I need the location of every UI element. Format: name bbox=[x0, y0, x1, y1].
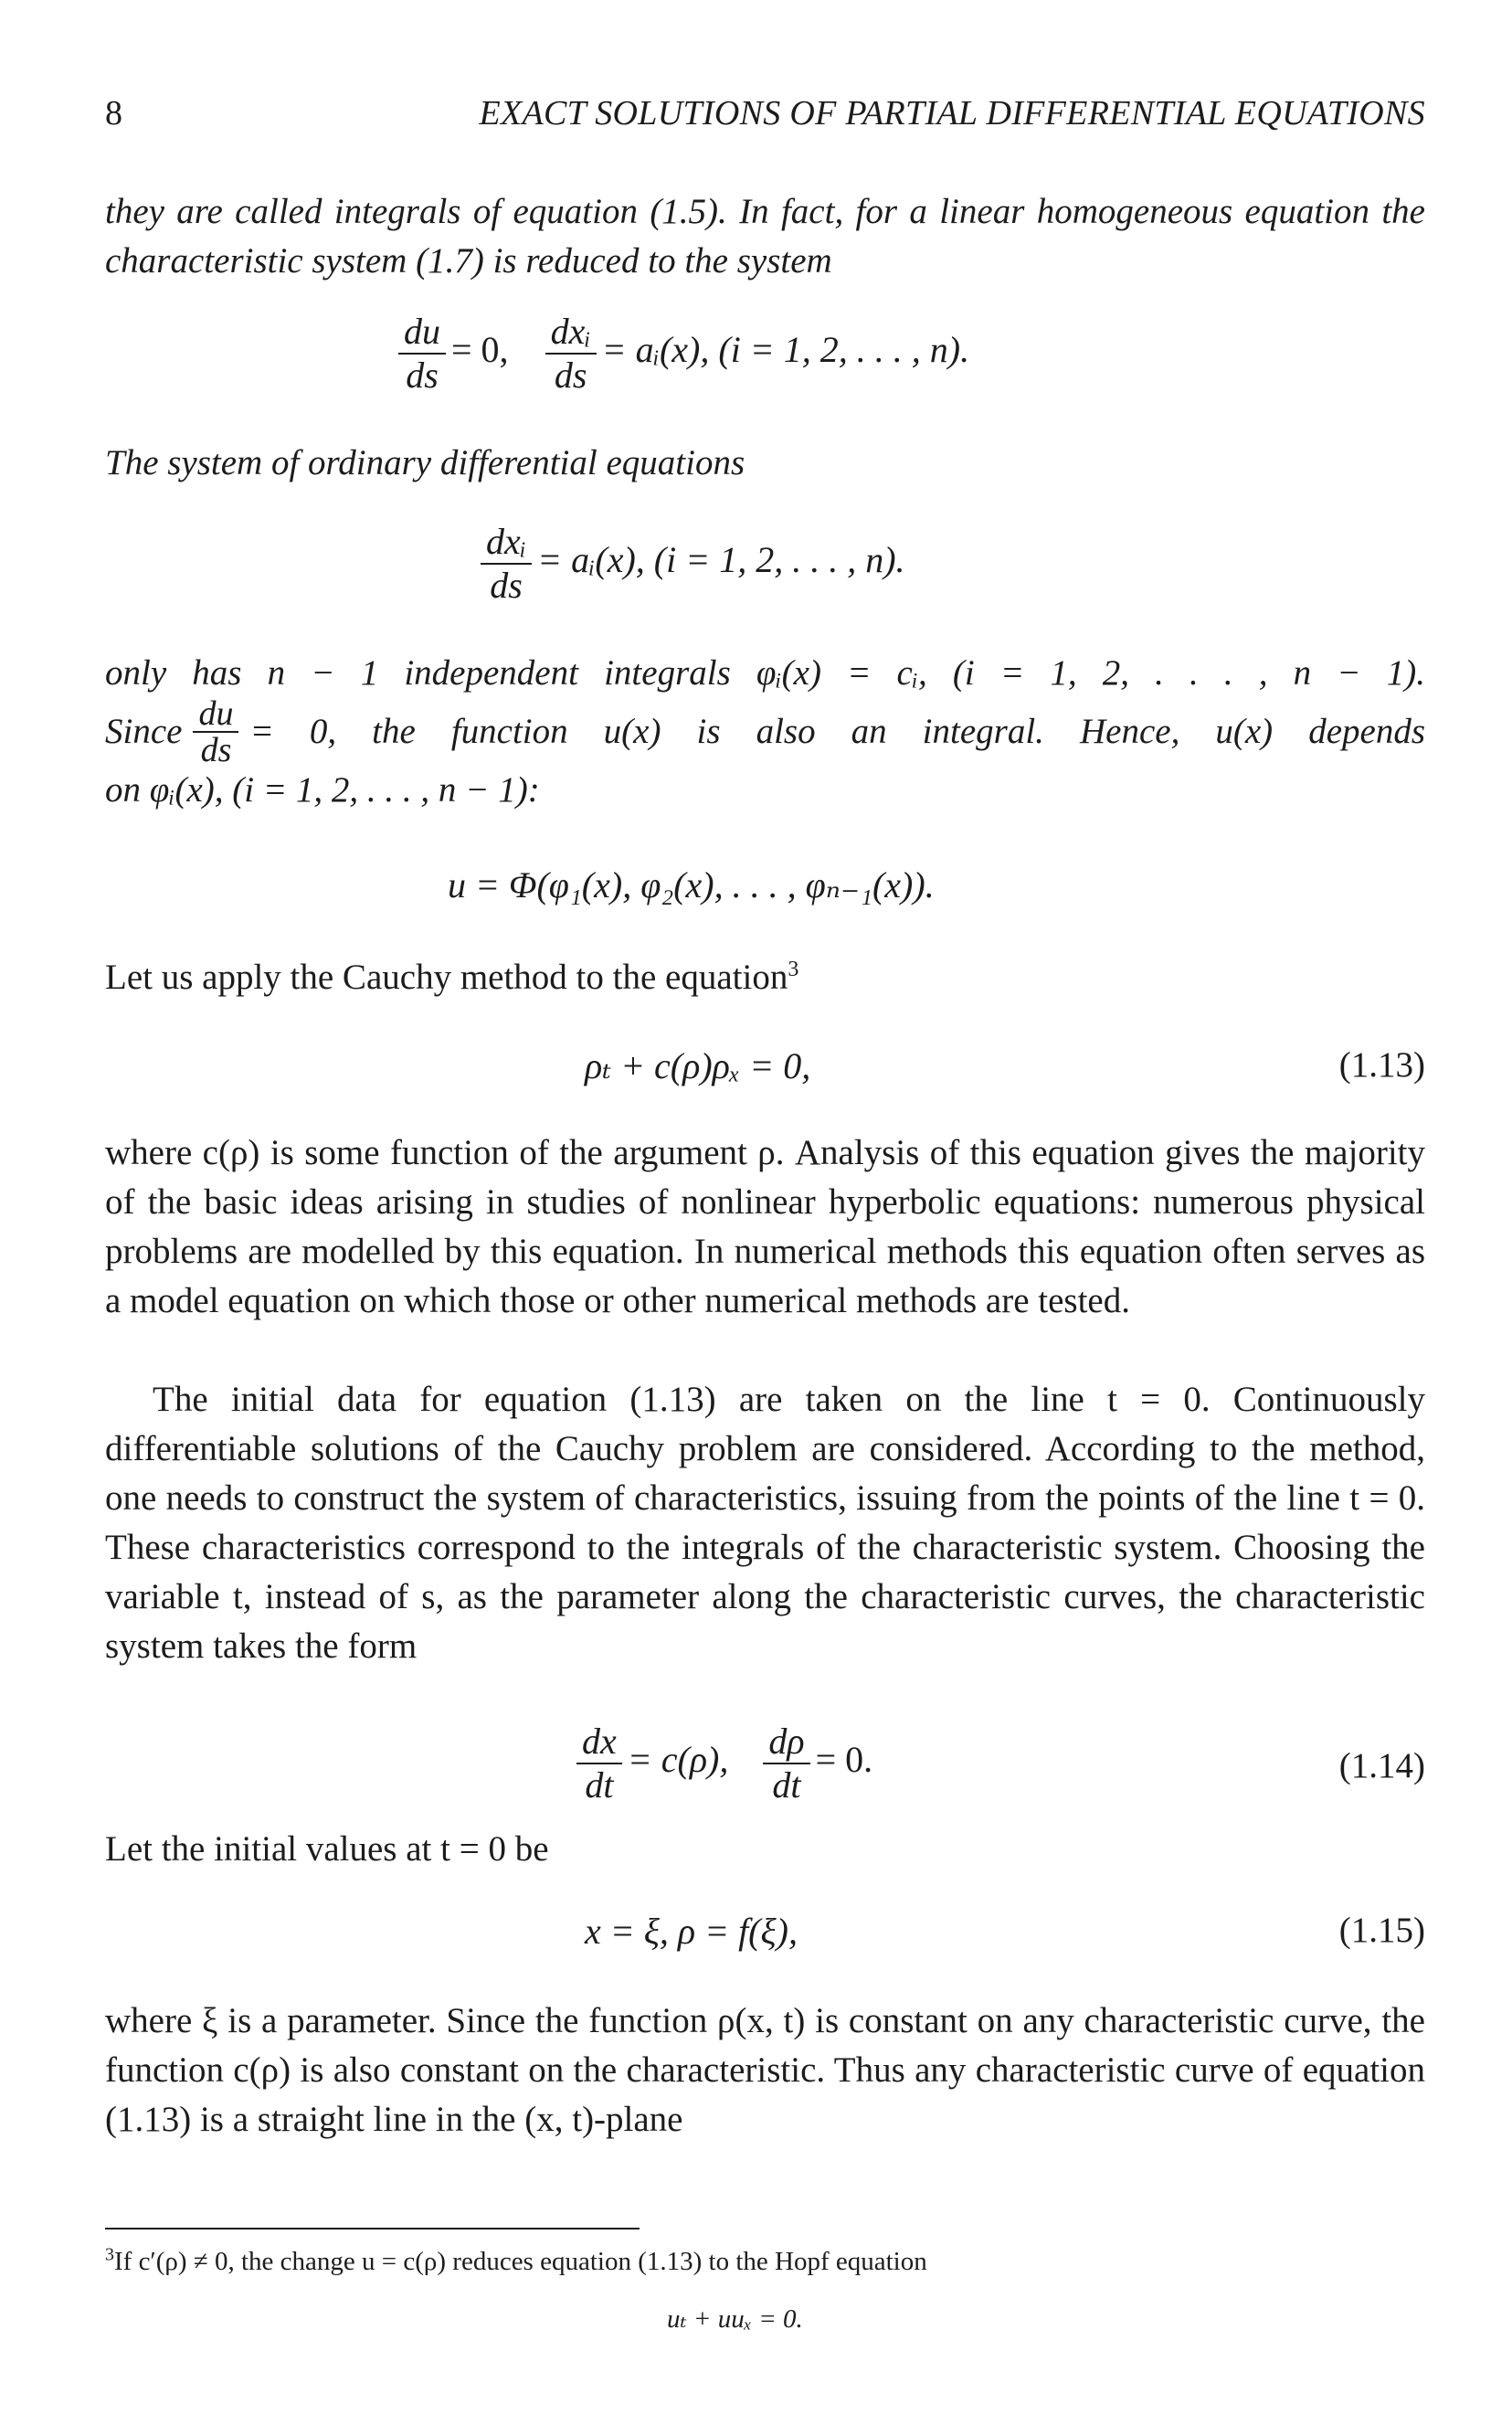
footnote-mark: 3 bbox=[788, 958, 799, 981]
equation-b bbox=[475, 521, 905, 607]
equation-rhs: = 0, bbox=[451, 329, 509, 371]
page-number: 8 bbox=[105, 94, 122, 132]
paragraph-6: The initial data for equation (1.13) are taken on the line t = 0. Continuously differentiable solutions of the Cauchy problem are considered. According to the method, one needs to construct the system of characteristics, issuing from the points of the line t = 0. These characteristics correspond to the integrals of the characteristic system. Choosing the variable t, instead of s, as the parameter along the characteristic curves, the characteristic system takes the form bbox=[105, 1380, 1425, 1666]
paragraph-2: The system of ordinary differential equations bbox=[105, 443, 745, 482]
footnote bbox=[105, 2243, 1425, 2280]
footnote-equation: uₜ + uuₓ = 0. bbox=[667, 2304, 803, 2334]
fraction-denominator: ds bbox=[481, 563, 532, 607]
footnote-text: If c′(ρ) ≠ 0, the change u = c(ρ) reduces equation (1.13) to the Hopf equation bbox=[114, 2247, 927, 2276]
footnote-number: 3 bbox=[105, 2244, 114, 2265]
paragraph-3-line-2-text: = 0, the function u(x) is also an integral. Hence, u(x) depends bbox=[249, 712, 1425, 751]
fraction bbox=[481, 521, 532, 607]
equation-number-1-14: (1.14) bbox=[1338, 1746, 1425, 1785]
fraction-numerator: dxᵢ bbox=[550, 311, 591, 352]
page-header bbox=[105, 93, 1425, 139]
equation-rhs: = 0. bbox=[815, 1739, 873, 1781]
fraction-denominator: ds bbox=[193, 731, 238, 768]
equation-rhs: = c(ρ), bbox=[627, 1739, 729, 1781]
paragraph-1: they are called integrals of equation (1.5). In fact, for a linear homogeneous equation the characteristic system (1.7) is reduced to the system bbox=[105, 192, 1425, 281]
paragraph-8: where ξ is a parameter. Since the function ρ(x, t) is constant on any characteristic curve, the function c(ρ) is also constant on the characteristic. Thus any characteristic curve of equation (1.13) is a straight line in the (x, t)-plane bbox=[105, 2001, 1425, 2139]
fraction-denominator: ds bbox=[398, 353, 446, 397]
fraction-denominator: ds bbox=[545, 353, 597, 397]
fraction bbox=[763, 1721, 809, 1806]
equation-number-1-13: (1.13) bbox=[1338, 1045, 1425, 1085]
fraction-numerator: dxᵢ bbox=[486, 521, 527, 562]
fraction-numerator: du bbox=[404, 311, 440, 352]
paragraph-3-line-2 bbox=[105, 694, 1425, 769]
paragraph-3 bbox=[105, 649, 1425, 815]
equation-1-15: x = ξ, ρ = f(ξ), bbox=[585, 1911, 798, 1952]
fraction-numerator: du bbox=[198, 694, 234, 733]
equation-1-14 bbox=[571, 1721, 872, 1806]
fraction-denominator: dt bbox=[576, 1763, 622, 1806]
fraction bbox=[545, 311, 597, 397]
paragraph-4-text: Let us apply the Cauchy method to the equation bbox=[105, 958, 788, 997]
equation-rhs: = aᵢ(x), (i = 1, 2, . . . , n). bbox=[537, 539, 905, 581]
equation-system-a bbox=[393, 311, 969, 397]
running-title: EXACT SOLUTIONS OF PARTIAL DIFFERENTIAL EQUATIONS bbox=[479, 94, 1425, 132]
equation-number-1-15: (1.15) bbox=[1338, 1911, 1425, 1950]
equation-c: u = Φ(φ₁(x), φ₂(x), . . . , φₙ₋₁(x)). bbox=[448, 864, 935, 906]
paragraph-5: where c(ρ) is some function of the argument ρ. Analysis of this equation gives the majority of the basic ideas arising in studies of nonlinear hyperbolic equations: numerous physical problems are modelled by this equation. In numerical methods this equation often serves as a model equation on which those or other numerical methods are tested. bbox=[105, 1133, 1425, 1320]
equation-1-13: ρₜ + c(ρ)ρₓ = 0, bbox=[585, 1045, 811, 1086]
equation-rhs: = aᵢ(x), (i = 1, 2, . . . , n). bbox=[601, 329, 970, 371]
fraction bbox=[576, 1721, 622, 1806]
paragraph-4 bbox=[105, 953, 1425, 1002]
footnote-divider bbox=[105, 2228, 640, 2229]
fraction-numerator: dρ bbox=[768, 1721, 805, 1762]
paragraph-3-line-3: on φᵢ(x), (i = 1, 2, . . . , n − 1): bbox=[105, 770, 540, 810]
paragraph-3-line-1: only has n − 1 independent integrals φᵢ(x) = cᵢ, (i = 1, 2, . . . , n − 1). bbox=[105, 653, 1425, 693]
since-word: Since bbox=[105, 712, 183, 751]
paragraph-7: Let the initial values at t = 0 be bbox=[105, 1829, 549, 1869]
fraction-denominator: dt bbox=[763, 1763, 809, 1806]
fraction bbox=[193, 696, 238, 768]
fraction bbox=[398, 311, 446, 397]
fraction-numerator: dx bbox=[582, 1721, 617, 1762]
